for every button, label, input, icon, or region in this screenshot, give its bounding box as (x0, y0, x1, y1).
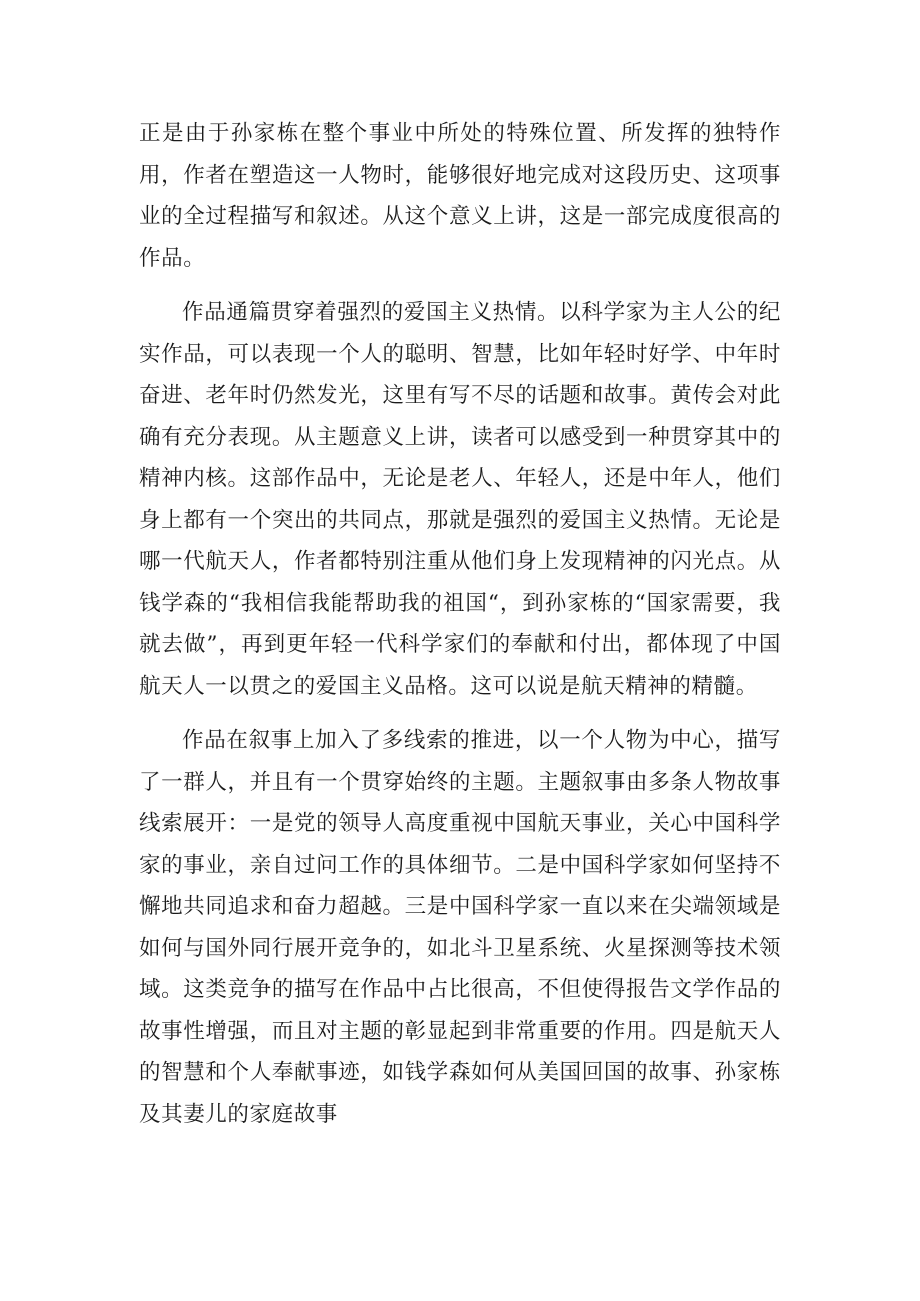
document-body (139, 113, 781, 1135)
paragraph-1: 正是由于孙家栋在整个事业中所处的特殊位置、所发挥的独特作用，作者在塑造这一人物时，能够很好地完成对这段历史、这项事业的全过程描写和叙述。从这个意义上讲，这是一部完成度很高的作品。 (139, 121, 781, 271)
paragraph-2: 作品通篇贯穿着强烈的爱国主义热情。以科学家为主人公的纪实作品，可以表现一个人的聪明、智慧，比如年轻时好学、中年时奋进、老年时仍然发光，这里有写不尽的话题和故事。黄传会对此确有充分表现。从主题意义上讲，读者可以感受到一种贯穿其中的精神内核。这部作品中，无论是老人、年轻人，还是中年人，他们身上都有一个突出的共同点，那就是强烈的爱国主义热情。无论是哪一代航天人，作者都特别注重从他们身上发现精神的闪光点。从钱学森的“我相信我能帮助我的祖国“，到孙家栋的“国家需要，我就去做”，再到更年轻一代科学家们的奉献和付出，都体现了中国航天人一以贯之的爱国主义品格。这可以说是航天精神的精髓。 (139, 300, 781, 699)
paragraph-3: 作品在叙事上加入了多线索的推进，以一个人物为中心，描写了一群人，并且有一个贯穿始终的主题。主题叙事由多条人物故事线索展开：一是党的领导人高度重视中国航天事业，关心中国科学家的事业，亲自过问工作的具体细节。二是中国科学家如何坚持不懈地共同追求和奋力超越。三是中国科学家一直以来在尖端领域是如何与国外同行展开竞争的，如北斗卫星系统、火星探测等技术领域。这类竞争的描写在作品中占比很高，不但使得报告文学作品的故事性增强，而且对主题的彰显起到非常重要的作用。四是航天人的智慧和个人奉献事迹，如钱学森如何从美国回国的故事、孙家栋及其妻儿的家庭故事 (139, 728, 781, 1127)
